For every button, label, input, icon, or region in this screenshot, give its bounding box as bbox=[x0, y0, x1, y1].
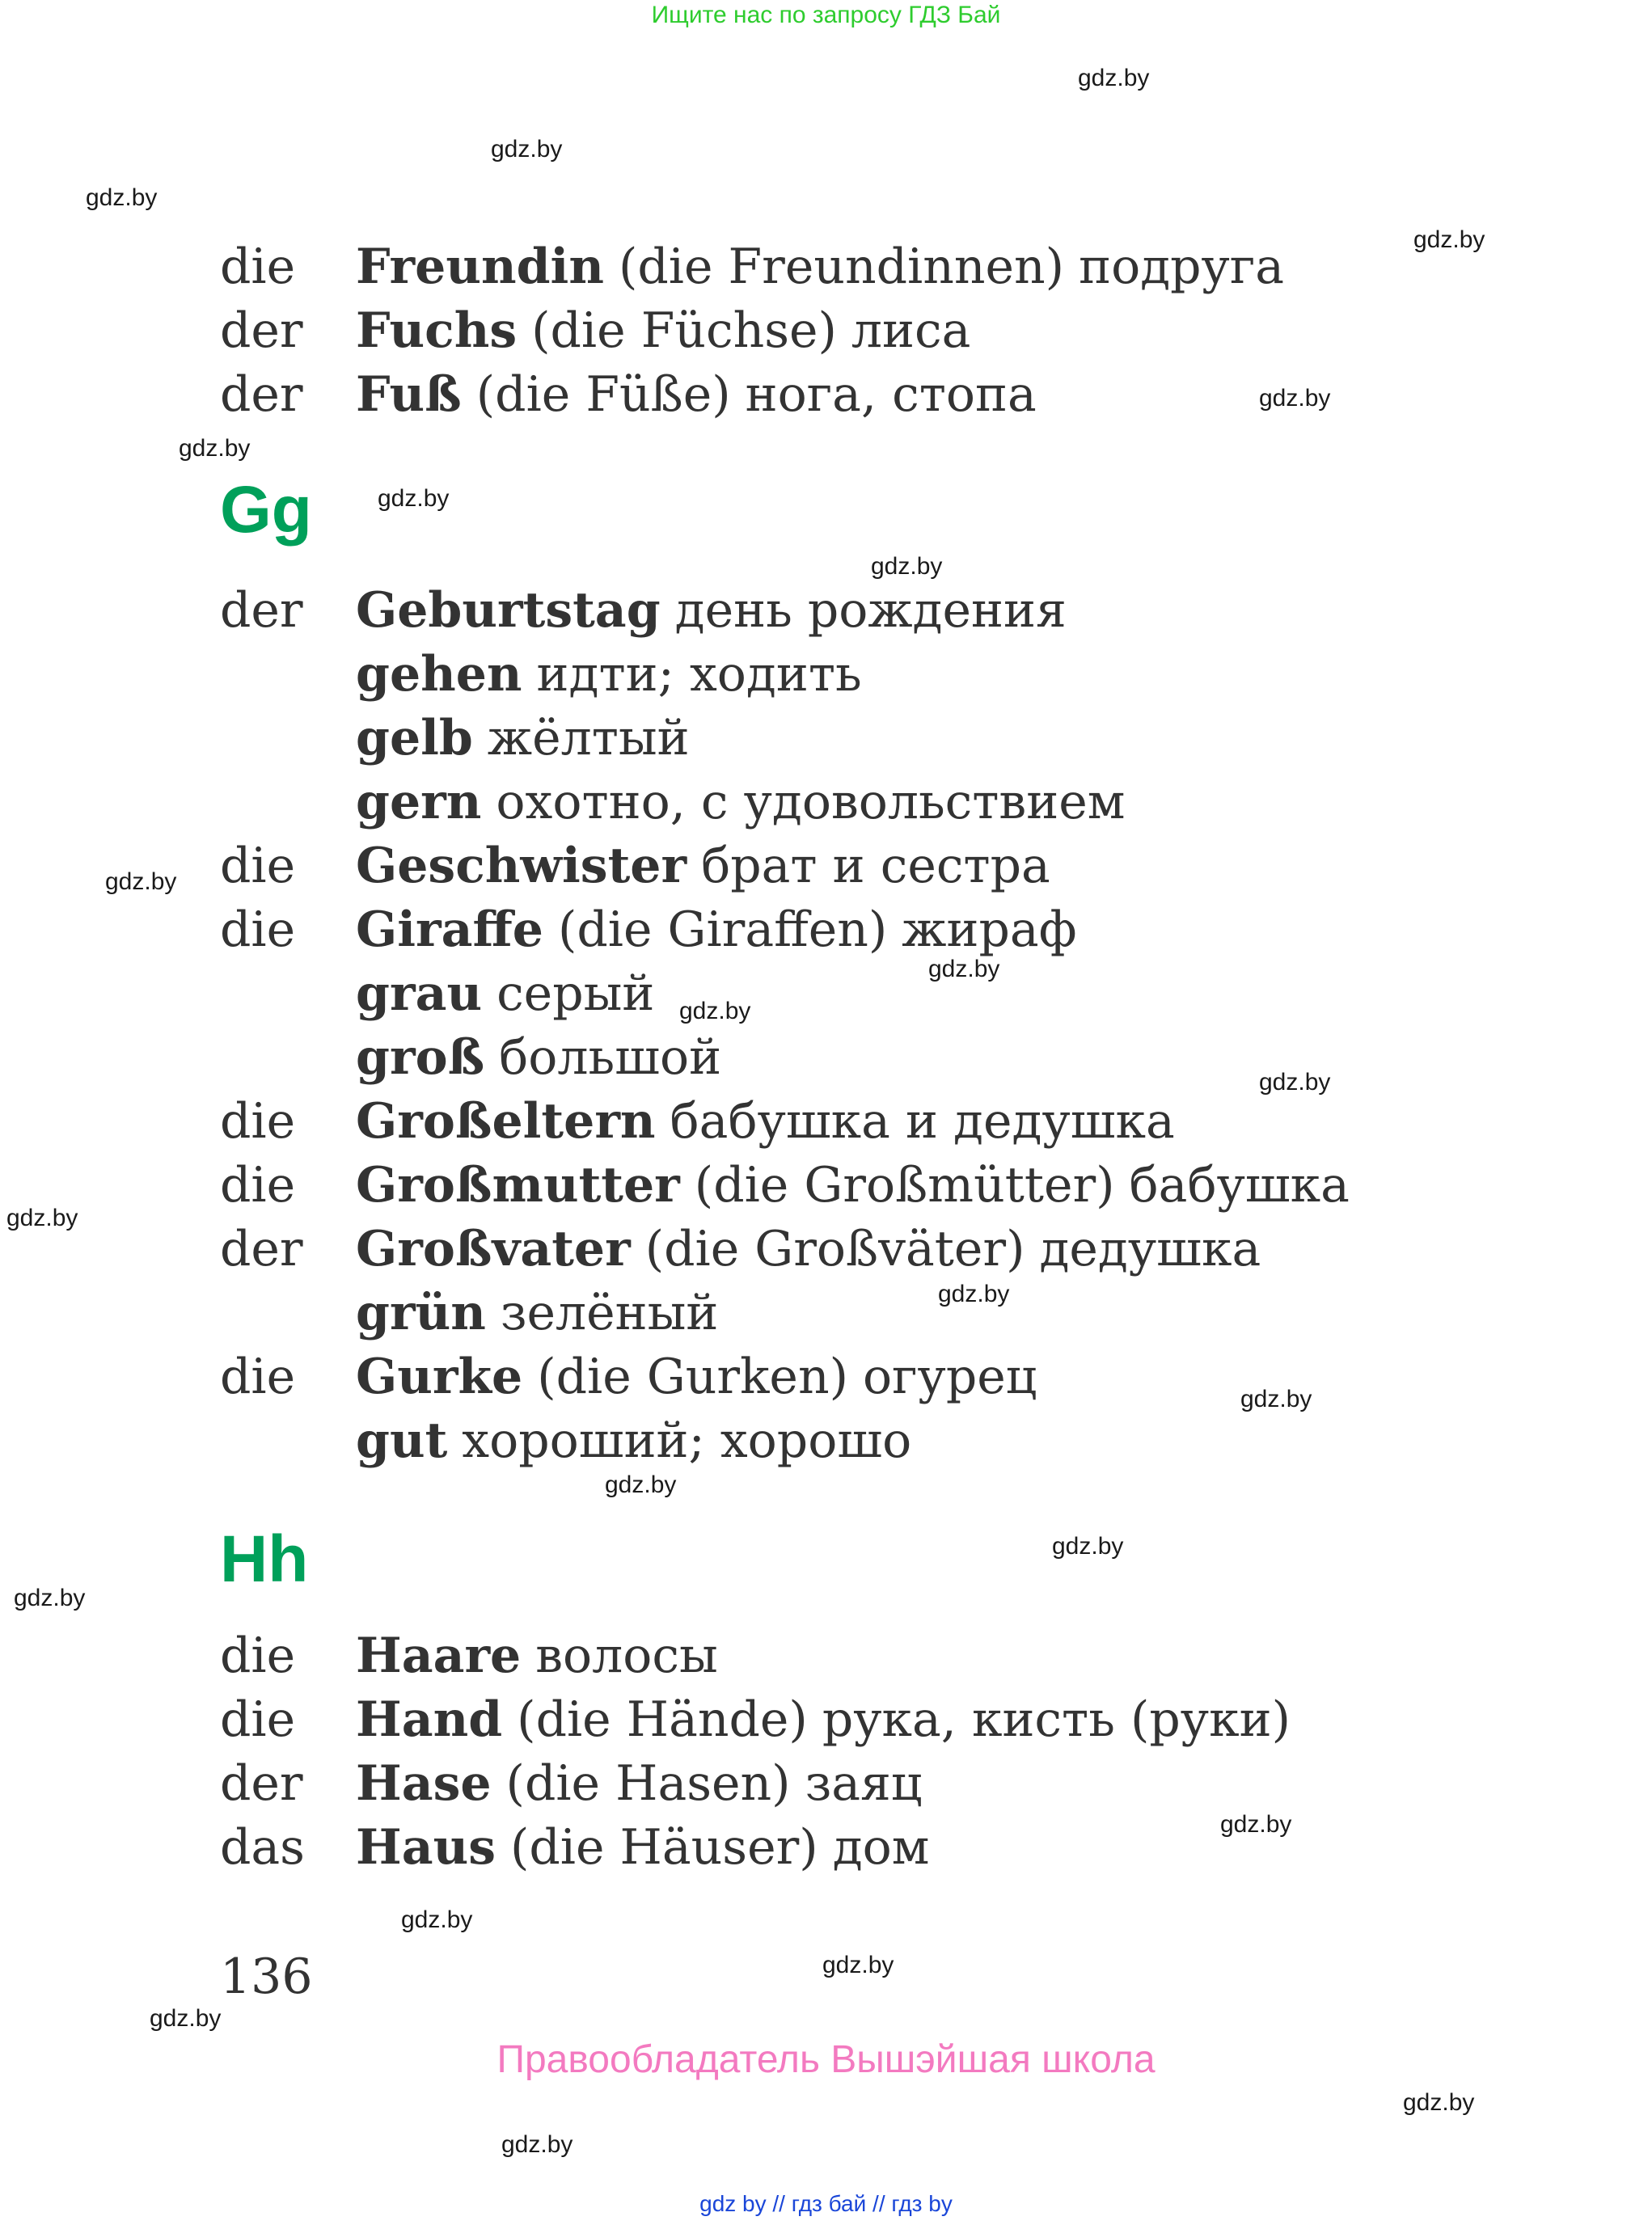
watermark: gdz.by bbox=[86, 184, 158, 211]
dictionary-entry bbox=[220, 1345, 1350, 1408]
entry-translation: большой bbox=[499, 1028, 722, 1086]
watermark: gdz.by bbox=[14, 1585, 86, 1611]
entry-word: grau bbox=[356, 965, 483, 1022]
entry-word: gern bbox=[356, 773, 482, 830]
watermark: gdz.by bbox=[105, 868, 177, 895]
watermark: gdz.by bbox=[871, 553, 943, 580]
section-h-entries bbox=[220, 1623, 1291, 1879]
entry-translation: брат и сестра bbox=[701, 837, 1050, 894]
entry-word: Großeltern bbox=[356, 1092, 656, 1150]
watermark: gdz.by bbox=[1220, 1811, 1292, 1838]
section-g-entries bbox=[220, 578, 1350, 1472]
entry-word: Haus bbox=[356, 1818, 496, 1876]
entry-article: der bbox=[220, 1754, 303, 1812]
entry-article: die bbox=[220, 238, 296, 295]
entry-plural: (die Hasen) bbox=[505, 1754, 791, 1812]
entry-article: der bbox=[220, 365, 303, 423]
entry-translation: бабушка bbox=[1129, 1156, 1350, 1214]
footer-links[interactable]: gdz by // гдз бай // гдз by bbox=[699, 2191, 953, 2216]
entry-word: Fuchs bbox=[356, 302, 518, 359]
dictionary-entry bbox=[220, 578, 1350, 642]
watermark: gdz.by bbox=[938, 1281, 1010, 1307]
entry-word: Geschwister bbox=[356, 837, 687, 894]
top-banner: Ищите нас по запросу ГДЗ Бай bbox=[651, 2, 1001, 28]
entry-translation: жёлтый bbox=[487, 709, 690, 766]
dictionary-entry bbox=[220, 961, 1350, 1025]
entry-word: gehen bbox=[356, 645, 522, 703]
dictionary-entry bbox=[220, 1025, 1350, 1089]
entry-translation: день рождения bbox=[674, 581, 1067, 639]
watermark: gdz.by bbox=[179, 435, 251, 462]
entry-word: Giraffe bbox=[356, 901, 543, 958]
entry-word: gelb bbox=[356, 709, 473, 766]
entry-translation: лиса bbox=[851, 302, 971, 359]
entry-word: gut bbox=[356, 1412, 448, 1469]
entry-translation: бабушка и дедушка bbox=[670, 1092, 1175, 1150]
entry-plural: (die Hände) bbox=[517, 1691, 808, 1748]
entry-word: Haare bbox=[356, 1627, 522, 1684]
entry-plural: (die Freundinnen) bbox=[618, 238, 1065, 295]
entry-translation: идти; ходить bbox=[536, 645, 862, 703]
watermark: gdz.by bbox=[401, 1906, 473, 1933]
dictionary-entry bbox=[220, 1217, 1350, 1281]
dictionary-entry bbox=[220, 1281, 1350, 1345]
dictionary-entry bbox=[220, 298, 1284, 362]
entry-article: der bbox=[220, 1220, 303, 1277]
entry-article: die bbox=[220, 837, 296, 894]
watermark: gdz.by bbox=[1259, 385, 1331, 412]
entry-article: der bbox=[220, 581, 303, 639]
dictionary-entry bbox=[220, 362, 1284, 426]
dictionary-entry bbox=[220, 1751, 1291, 1815]
watermark: gdz.by bbox=[378, 485, 450, 512]
dictionary-entry bbox=[220, 1623, 1291, 1687]
dictionary-entry bbox=[220, 1089, 1350, 1153]
entry-article: die bbox=[220, 901, 296, 958]
dictionary-entry bbox=[220, 642, 1350, 706]
entry-translation: дедушка bbox=[1039, 1220, 1261, 1277]
entry-plural: (die Großmütter) bbox=[694, 1156, 1115, 1214]
dictionary-entry bbox=[220, 1687, 1291, 1751]
entry-translation: зелёный bbox=[500, 1284, 719, 1341]
entry-translation: подруга bbox=[1079, 238, 1285, 295]
dictionary-entry bbox=[220, 234, 1284, 298]
entry-word: Geburtstag bbox=[356, 581, 661, 639]
entry-article: die bbox=[220, 1092, 296, 1150]
entry-word: groß bbox=[356, 1028, 485, 1086]
entry-word: Fuß bbox=[356, 365, 462, 423]
entry-translation: серый bbox=[496, 965, 655, 1022]
page-number: 136 bbox=[220, 1948, 313, 2005]
watermark: gdz.by bbox=[605, 1471, 677, 1498]
dictionary-entry bbox=[220, 1815, 1291, 1879]
entry-word: Gurke bbox=[356, 1348, 523, 1405]
entry-article: die bbox=[220, 1627, 296, 1684]
entry-translation: охотно, с удовольствием bbox=[496, 773, 1126, 830]
dictionary-entry bbox=[220, 706, 1350, 770]
entry-translation: нога, стопа bbox=[745, 365, 1037, 423]
dictionary-entry bbox=[220, 897, 1350, 961]
dictionary-entry bbox=[220, 1408, 1350, 1472]
entry-translation: дом bbox=[832, 1818, 930, 1876]
watermark: gdz.by bbox=[6, 1205, 78, 1231]
copyright-notice: Правообладатель Вышэйшая школа bbox=[496, 2038, 1156, 2081]
entry-word: Freundin bbox=[356, 238, 604, 295]
entry-plural: (die Füße) bbox=[475, 365, 731, 423]
watermark: gdz.by bbox=[1259, 1069, 1331, 1096]
watermark: gdz.by bbox=[1403, 2089, 1475, 2116]
entry-plural: (die Füchse) bbox=[531, 302, 837, 359]
watermark: gdz.by bbox=[1413, 226, 1485, 253]
entry-translation: огурец bbox=[863, 1348, 1037, 1405]
section-f-entries bbox=[220, 234, 1284, 426]
watermark: gdz.by bbox=[928, 956, 1000, 982]
watermark: gdz.by bbox=[679, 998, 751, 1024]
watermark: gdz.by bbox=[1078, 65, 1150, 91]
entry-word: grün bbox=[356, 1284, 486, 1341]
watermark: gdz.by bbox=[150, 2005, 222, 2032]
entry-word: Hase bbox=[356, 1754, 492, 1812]
watermark: gdz.by bbox=[1240, 1386, 1312, 1412]
section-letter-h: Hh bbox=[220, 1522, 309, 1596]
entry-translation: заяц bbox=[805, 1754, 923, 1812]
entry-translation: волосы bbox=[535, 1627, 718, 1684]
entry-plural: (die Häuser) bbox=[509, 1818, 818, 1876]
dictionary-entry bbox=[220, 1153, 1350, 1217]
entry-translation: хороший; хорошо bbox=[462, 1412, 912, 1469]
entry-plural: (die Großväter) bbox=[644, 1220, 1025, 1277]
dictionary-entry bbox=[220, 770, 1350, 834]
entry-article: die bbox=[220, 1348, 296, 1405]
watermark: gdz.by bbox=[1052, 1533, 1124, 1560]
entry-article: der bbox=[220, 302, 303, 359]
watermark: gdz.by bbox=[822, 1952, 894, 1978]
entry-translation: рука, кисть (руки) bbox=[822, 1691, 1291, 1748]
entry-word: Großmutter bbox=[356, 1156, 680, 1214]
entry-plural: (die Giraffen) bbox=[557, 901, 888, 958]
watermark: gdz.by bbox=[501, 2131, 573, 2158]
entry-article: die bbox=[220, 1691, 296, 1748]
entry-translation: жираф bbox=[902, 901, 1077, 958]
watermark: gdz.by bbox=[491, 136, 563, 163]
entry-word: Großvater bbox=[356, 1220, 631, 1277]
dictionary-entry bbox=[220, 834, 1350, 897]
entry-word: Hand bbox=[356, 1691, 503, 1748]
entry-plural: (die Gurken) bbox=[537, 1348, 848, 1405]
section-letter-g: Gg bbox=[220, 473, 312, 547]
entry-article: das bbox=[220, 1818, 305, 1876]
entry-article: die bbox=[220, 1156, 296, 1214]
